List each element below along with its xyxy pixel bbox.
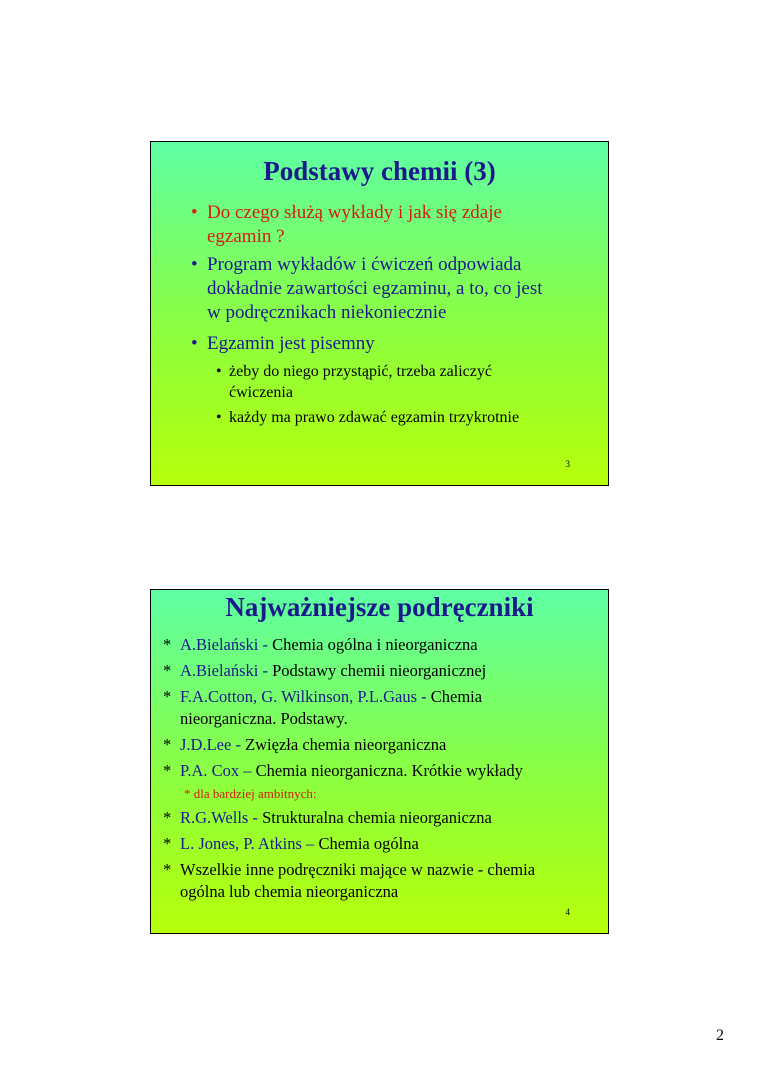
slide-3 (150, 141, 609, 486)
slide-number: 4 (565, 907, 570, 917)
book-item: * A.Bielański - Podstawy chemii nieorganicznej (163, 661, 487, 680)
slide-number: 3 (565, 459, 570, 469)
advanced-label: * dla bardziej ambitnych: (184, 786, 317, 801)
bullet-dot-icon: • (216, 409, 222, 426)
book-item: * J.D.Lee - Zwięzła chemia nieorganiczna (163, 735, 447, 754)
star-bullet-icon: * (163, 635, 172, 654)
book-item: * Wszelkie inne podręczniki mające w nazwie - chemia ogólna lub chemia nieorganiczna (163, 860, 536, 901)
bullet-item: • Program wykładów i ćwiczeń odpowiada dokładnie zawartości egzaminu, a to, co jest w podręcznikach niekoniecznie (191, 254, 543, 323)
slide-4 (150, 589, 609, 934)
bullet-dot-icon: • (191, 254, 198, 275)
star-bullet-icon: * (163, 834, 172, 853)
page-number: 2 (716, 1027, 724, 1044)
sub-bullet-item: • każdy ma prawo zdawać egzamin trzykrotnie (216, 409, 520, 426)
star-bullet-icon: * (163, 860, 172, 879)
sub-bullet-item: • żeby do niego przystąpić, trzeba zaliczyć ćwiczenia (216, 363, 492, 401)
book-item: * A.Bielański - Chemia ogólna i nieorganiczna (163, 635, 478, 654)
star-bullet-icon: * (163, 735, 172, 754)
slide-title: Podstawy chemii (3) (263, 156, 496, 186)
star-bullet-icon: * (163, 661, 172, 680)
star-bullet-icon: * (163, 808, 172, 827)
book-item: * F.A.Cotton, G. Wilkinson, P.L.Gaus - Chemia nieorganiczna. Podstawy. (163, 687, 483, 728)
slide-title: Najważniejsze podręczniki (225, 592, 534, 622)
bullet-item: • Do czego służą wykłady i jak się zdaje egzamin ? (191, 202, 502, 247)
bullet-dot-icon: • (191, 202, 198, 223)
book-item: * P.A. Cox – Chemia nieorganiczna. Krótkie wykłady (163, 761, 523, 780)
bullet-dot-icon: • (216, 363, 222, 380)
star-bullet-icon: * (163, 761, 172, 780)
book-item: * L. Jones, P. Atkins – Chemia ogólna (163, 834, 419, 853)
bullet-dot-icon: • (191, 333, 198, 354)
star-bullet-icon: * (163, 687, 172, 706)
bullet-item: • Egzamin jest pisemny (191, 333, 375, 354)
book-item: * R.G.Wells - Strukturalna chemia nieorganiczna (163, 808, 492, 827)
